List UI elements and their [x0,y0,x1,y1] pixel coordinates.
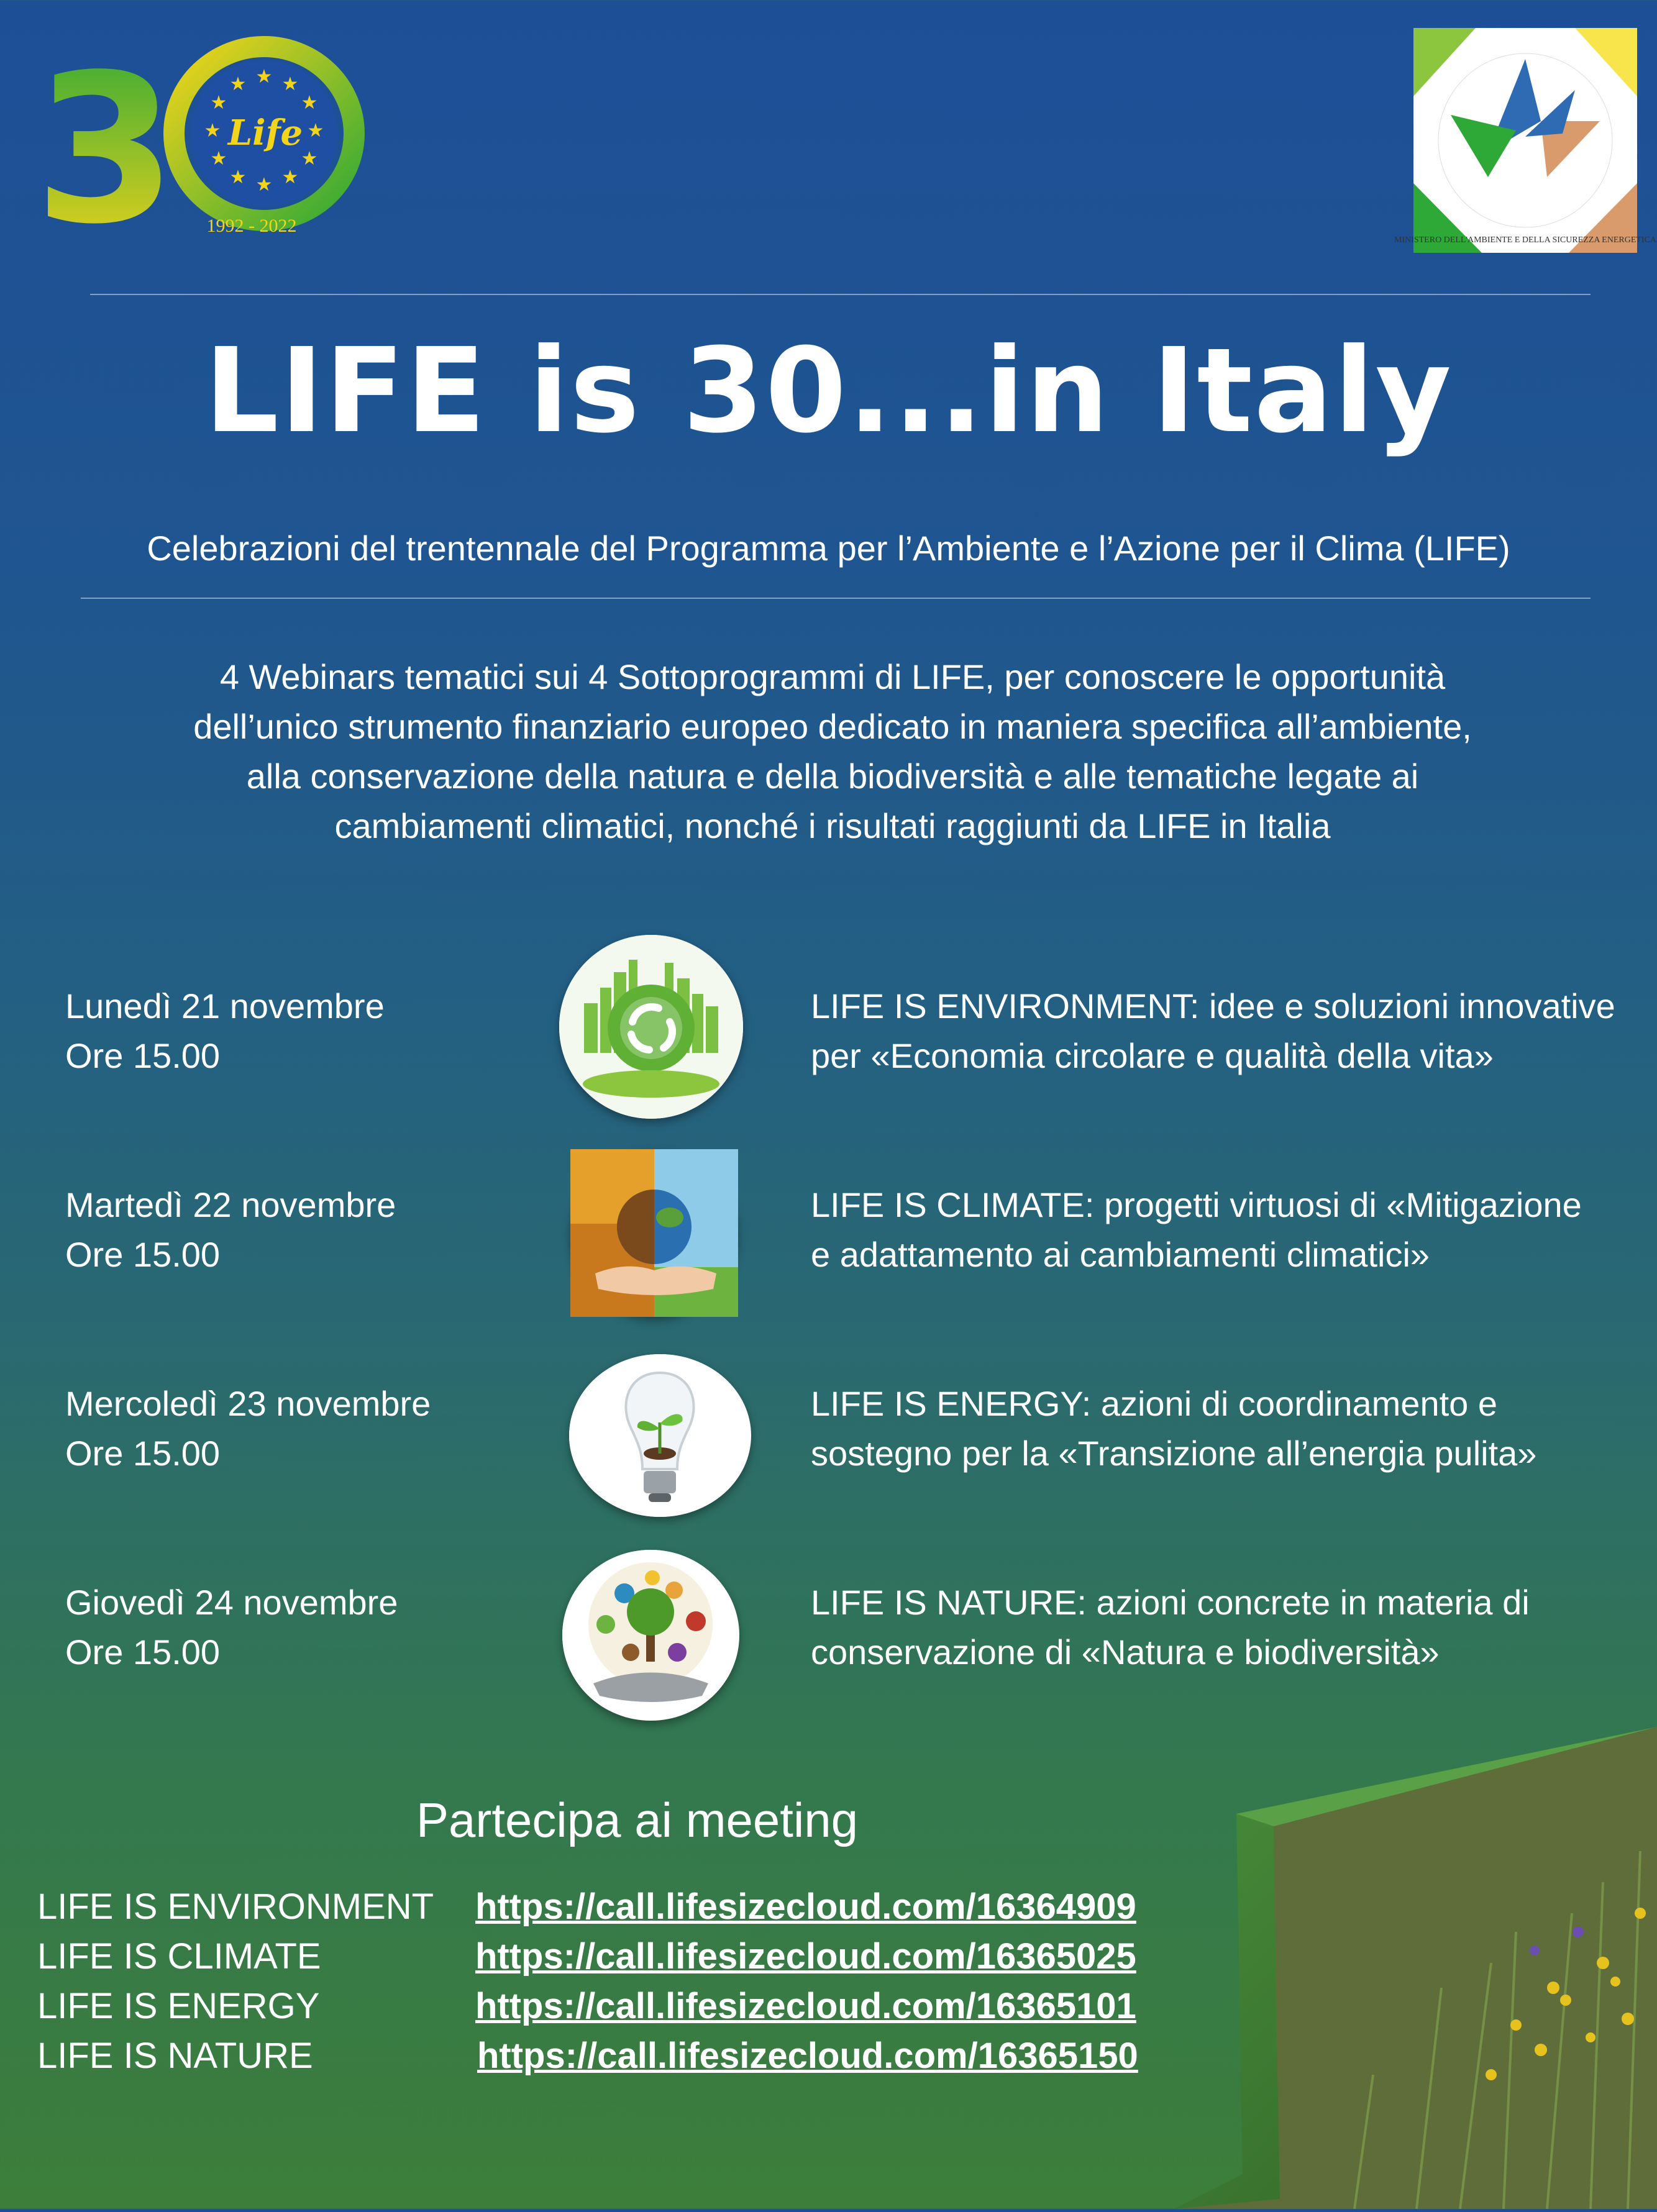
intro-line: 4 Webinars tematici sui 4 Sottoprogrammi di LIFE, per conoscere le opportunità [219,657,1446,696]
ministry-logo [1394,28,1657,253]
event-date-environment [65,981,537,1081]
meeting-label: LIFE IS CLIMATE [37,1936,321,1977]
event-desc-nature [811,1578,1643,1677]
biodiversity-hand-icon [562,1550,739,1721]
logo-years: 1992 - 2022 [206,216,297,236]
subtitle-divider [81,598,1591,599]
svg-text:★: ★ [210,148,227,170]
event-date-energy [65,1379,537,1478]
event-date-climate [65,1180,537,1280]
meeting-link-environment[interactable]: https://call.lifesizecloud.com/16364909 [475,1887,1136,1927]
event-time: Ore 15.00 [65,1434,221,1473]
svg-text:★: ★ [307,120,324,142]
logo-digit-three: 3 [34,30,177,269]
page-subtitle: Celebrazioni del trentennale del Programma per l’Ambiente e l’Azione per il Clima (LIFE) [147,529,1510,568]
recycling-city-icon [559,935,743,1119]
meeting-link-energy[interactable]: https://call.lifesizecloud.com/16365101 [475,1986,1136,2026]
svg-text:★: ★ [229,73,247,95]
life-30-logo [34,30,370,269]
logo-life-word: Life [227,112,303,153]
meeting-link-nature[interactable]: https://call.lifesizecloud.com/16365150 [477,2036,1138,2076]
event-time: Ore 15.00 [65,1632,221,1672]
svg-text:★: ★ [281,166,299,188]
svg-text:★: ★ [229,166,247,188]
svg-text:★: ★ [210,92,227,114]
svg-text:★: ★ [255,66,273,88]
event-desc-line: LIFE IS ENERGY: azioni di coordinamento e [811,1384,1497,1423]
earth-in-hands-icon [570,1149,738,1317]
corner-nature-photo [1168,1727,1657,2209]
event-desc-environment [811,981,1643,1081]
intro-line: dell’unico strumento finanziario europeo dedicato in maniera specifica all’ambiente, [193,707,1472,746]
event-desc-line: LIFE IS ENVIRONMENT: idee e soluzioni innovative [811,986,1615,1026]
event-day: Giovedì 24 novembre [65,1583,398,1622]
svg-text:★: ★ [281,73,299,95]
meeting-label: LIFE IS ENVIRONMENT [37,1887,434,1927]
svg-text:★: ★ [255,174,273,196]
page-title: LIFE is 30...in Italy [204,323,1453,459]
event-desc-line: LIFE IS CLIMATE: progetti virtuosi di «Mitigazione [811,1185,1582,1224]
event-date-nature [65,1578,537,1677]
event-day: Lunedì 21 novembre [65,986,385,1026]
event-day: Martedì 22 novembre [65,1185,396,1224]
event-desc-climate [811,1180,1643,1280]
meeting-link-climate[interactable]: https://call.lifesizecloud.com/16365025 [475,1936,1136,1977]
event-desc-line: per «Economia circolare e qualità della vita» [811,1036,1494,1075]
meeting-label: LIFE IS ENERGY [37,1986,320,2026]
intro-paragraph [124,652,1541,851]
ministry-name: MINISTERO DELL'AMBIENTE E DELLA SICUREZZA ENERGETICA [1394,235,1657,245]
event-time: Ore 15.00 [65,1036,221,1075]
event-desc-line: LIFE IS NATURE: azioni concrete in materia di [811,1583,1530,1622]
svg-text:★: ★ [301,148,318,170]
svg-text:★: ★ [204,120,221,142]
event-desc-energy [811,1379,1643,1478]
event-desc-line: conservazione di «Natura e biodiversità» [811,1632,1440,1672]
intro-line: cambiamenti climatici, nonché i risultati raggiunti da LIFE in Italia [334,806,1331,845]
lightbulb-plant-icon [569,1354,751,1517]
meetings-title: Partecipa ai meeting [416,1793,859,1847]
event-desc-line: sostegno per la «Transizione all’energia pulita» [811,1434,1537,1473]
intro-line: alla conservazione della natura e della biodiversità e alle tematiche legate ai [246,757,1419,796]
meeting-label: LIFE IS NATURE [37,2036,313,2076]
event-day: Mercoledì 23 novembre [65,1384,431,1423]
top-divider [90,294,1591,295]
event-time: Ore 15.00 [65,1235,221,1274]
event-desc-line: e adattamento ai cambiamenti climatici» [811,1235,1430,1274]
svg-text:★: ★ [301,92,318,114]
